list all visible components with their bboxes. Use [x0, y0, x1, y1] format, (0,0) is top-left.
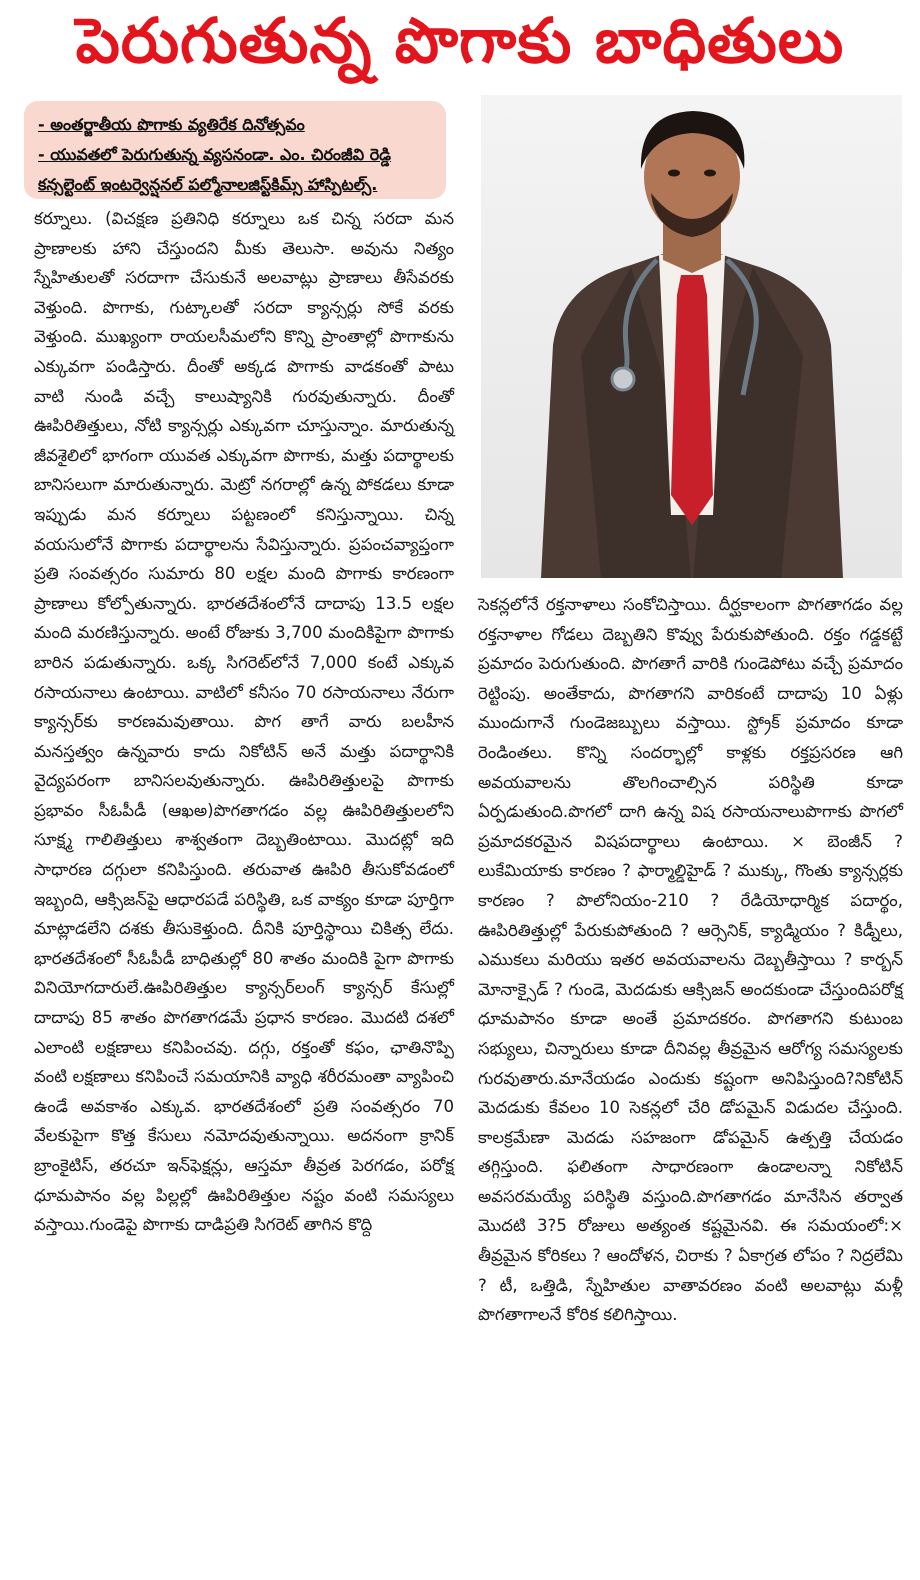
doctor-portrait-icon [481, 95, 902, 578]
article-column-right [478, 590, 903, 1330]
article-column-left [34, 204, 454, 1240]
article-text-left: కర్నూలు. (విచక్షణ ప్రతినిధి కర్నూలు ఒక చిన్న సరదా మన ప్రాణాలకు హాని చేస్తుందని మీకు తెలుసా. అవును నిత్యం స్నేహితులతో సరదాగా చేసుకునే అలవాట్లు ప్రాణాలు తీసేవరకు వెళ్తుంది. పొగాకు, గుట్కాలతో సరదా క్యాన్సర్లు సోకే వరకు వెళ్తుంది. ముఖ్యంగా రాయలసీమలోని కొన్ని ప్రాంతాల్లో పొగాకును ఎక్కువగా పండిస్తారు. దీంతో అక్కడ పొగాకు వాడకంతో పాటు వాటి నుండి వచ్చే కాలుష్యానికి గురవుతున్నారు. దీంతో ఊపిరితిత్తులు, నోటి క్యాన్సర్లు ఎక్కువగా చూస్తున్నాం. మారుతున్న జీవశైలిలో భాగంగా యువత ఎక్కువగా పొగాకు, మత్తు పదార్థాలకు బానిసలుగా మారుతున్నారు. మెట్రో నగరాల్లో ఉన్న పోకడలు కూడా ఇప్పుడు మన కర్నూలు పట్టణంలో కనిస్తున్నాయి. చిన్న వయసులోనే పొగాకు పదార్థాలను సేవిస్తున్నారు. ప్రపంచవ్యాప్తంగా ప్రతి సంవత్సరం సుమారు 80 లక్షల మంది పొగాకు కారణంగా ప్రాణాలు కోల్పోతున్నారు. భారతదేశంలోనే దాదాపు 13.5 లక్షల మంది మరణిస్తున్నారు. అంటే రోజుకు 3,700 మందికిపైగా పొగాకు బారిన పడుతున్నారు. ఒక్క సిగరెట్‌లోనే 7,000 కంటే ఎక్కువ రసాయనాలు ఉంటాయి. వాటిలో కనీసం 70 రసాయనాలు నేరుగా క్యాన్సర్‌కు కారణమవుతాయి. పొగ తాగే వారు బలహీన మనస్తత్వం ఉన్నవారు కాదు నికోటిన్ అనే మత్తు పదార్థానికి వైద్యపరంగా బానిసలవుతున్నారు. ఊపిరితిత్తులపై పొగాకు ప్రభావం సీఓపీడీ (ఆఖఅ)పొగతాగడం వల్ల ఊపిరితిత్తులలోని సూక్ష్మ గాలితిత్తులు శాశ్వతంగా దెబ్బతింటాయి. మొదట్లో ఇది సాధారణ దగ్గులా కనిపిస్తుంది. తరువాత ఊపిరి తీసుకోవడంలో ఇబ్బంది, ఆక్సిజన్‌పై ఆధారపడే పరిస్థితి, ఒక వాక్యం కూడా పూర్తిగా మాట్లాడలేని దశకు తీసుకెళ్తుంది. దీనికి పూర్తిస్థాయి చికిత్స లేదు. భారతదేశంలో సీఓపీడీ బాధితుల్లో 80 శాతం మందికి పైగా పొగాకు వినియోగదారులే.ఊపిరితిత్తుల క్యాన్సర్‌లంగ్ క్యాన్సర్ కేసుల్లో దాదాపు 85 శాతం పొగతాగడమే ప్రధాన కారణం. మొదటి దశలో ఎలాంటి లక్షణాలు కనిపించవు. దగ్గు, రక్తంతో కఫం, ఛాతినొప్పి వంటి లక్షణాలు కనిపించే సమయానికి వ్యాధి శరీరమంతా వ్యాపించి ఉండే అవకాశం ఎక్కువ. భారతదేశంలో ప్రతి సంవత్సరం 70 వేలకుపైగా కొత్త కేసులు నమోదవుతున్నాయి. అదనంగా క్రానిక్ బ్రాంకైటిస్, తరచూ ఇన్‌ఫెక్షన్లు, ఆస్తమా తీవ్రత పెరగడం, పరోక్ష ధూమపానం వల్ల పిల్లల్లో ఊపిరితిత్తుల నష్టం వంటి సమస్యలు వస్తాయి.గుండెపై పొగాకు దాడిప్రతి సిగరెట్ తాగిన కొద్ది [34, 209, 454, 1235]
summary-box [24, 101, 446, 199]
summary-line-2: - యువతలో పెరుగుతున్న వ్యసనండా. ఎం. చిరంజీవి రెడ్డి [38, 145, 392, 164]
summary-line-1: - అంతర్జాతీయ పొగాకు వ్యతిరేక దినోత్సవం [38, 115, 305, 134]
summary-line-3: కన్సల్టెంట్ ఇంటర్వెన్షనల్ పల్మోనాలజిస్ట్‌కిమ్స్ హాస్పిటల్స్. [38, 175, 378, 194]
headline: పెరుగుతున్న పొగాకు బాధితులు [75, 4, 845, 77]
doctor-photo [481, 95, 902, 578]
article-text-right: సెకన్లలోనే రక్తనాళాలు సంకోచిస్తాయి. దీర్ఘకాలంగా పొగతాగడం వల్ల రక్తనాళాల గోడలు దెబ్బతిని కొవ్వు పేరుకుపోతుంది. రక్తం గడ్డకట్టే ప్రమాదం పెరుగుతుంది. పొగతాగే వారికి గుండెపోటు వచ్చే ప్రమాదం రెట్టింపు. అంతేకాదు, పొగతాగని వారికంటే దాదాపు 10 ఏళ్లు ముందుగానే గుండెజబ్బులు వస్తాయి. స్ట్రోక్ ప్రమాదం కూడా రెండింతలు. కొన్ని సందర్భాల్లో కాళ్లకు రక్తప్రసరణ ఆగి అవయవాలను తొలగించాల్సిన పరిస్థితి కూడా ఏర్పడుతుంది.పొగలో దాగి ఉన్న విష రసాయనాలుపొగాకు పొగలో ప్రమాదకరమైన విషపదార్థాలు ఉంటాయి. × బెంజీన్ ? లుకేమియాకు కారణం ? ఫార్మాల్డిహైడ్ ? ముక్కు, గొంతు క్యాన్సర్లకు కారణం ? పొలోనియం-210 ? రేడియోధార్మిక పదార్థం, ఊపిరితిత్తుల్లో పేరుకుపోతుంది ? ఆర్సెనిక్, క్యాడ్మియం ? కిడ్నీలు, ఎముకలు మరియు ఇతర అవయవాలను దెబ్బతీస్తాయి ? కార్బన్ మోనాక్సైడ్ ? గుండె, మెదడుకు ఆక్సిజన్ అందకుండా చేస్తుందిపరోక్ష ధూమపానం కూడా అంతే ప్రమాదకరం. పొగతాగని కుటుంబ సభ్యులు, చిన్నారులు కూడా దీనివల్ల తీవ్రమైన ఆరోగ్య సమస్యలకు గురవుతారు.మానేయడం ఎందుకు కష్టంగా అనిపిస్తుంది?నికోటిన్ మెదడుకు కేవలం 10 సెకన్లలో చేరి డోపమైన్ విడుదల చేస్తుంది. కాలక్రమేణా మెదడు సహజంగా డోపమైన్ ఉత్పత్తి చేయడం తగ్గిస్తుంది. ఫలితంగా సాధారణంగా ఉండాలన్నా నికోటిన్ అవసరమయ్యే పరిస్థితి వస్తుంది.పొగతాగడం మానేసిన తర్వాత మొదటి 3?5 రోజులు అత్యంత కష్టమైనవి. ఈ సమయంలో:× తీవ్రమైన కోరికలు ? ఆందోళన, చిరాకు ? ఏకాగ్రత లోపం ? నిద్రలేమి ? టీ, ఒత్తిడి, స్నేహితుల వాతావరణం వంటి అలవాట్లు మళ్లీ పొగతాగాలనే కోరిక కలిగిస్తాయి. [478, 595, 903, 1325]
